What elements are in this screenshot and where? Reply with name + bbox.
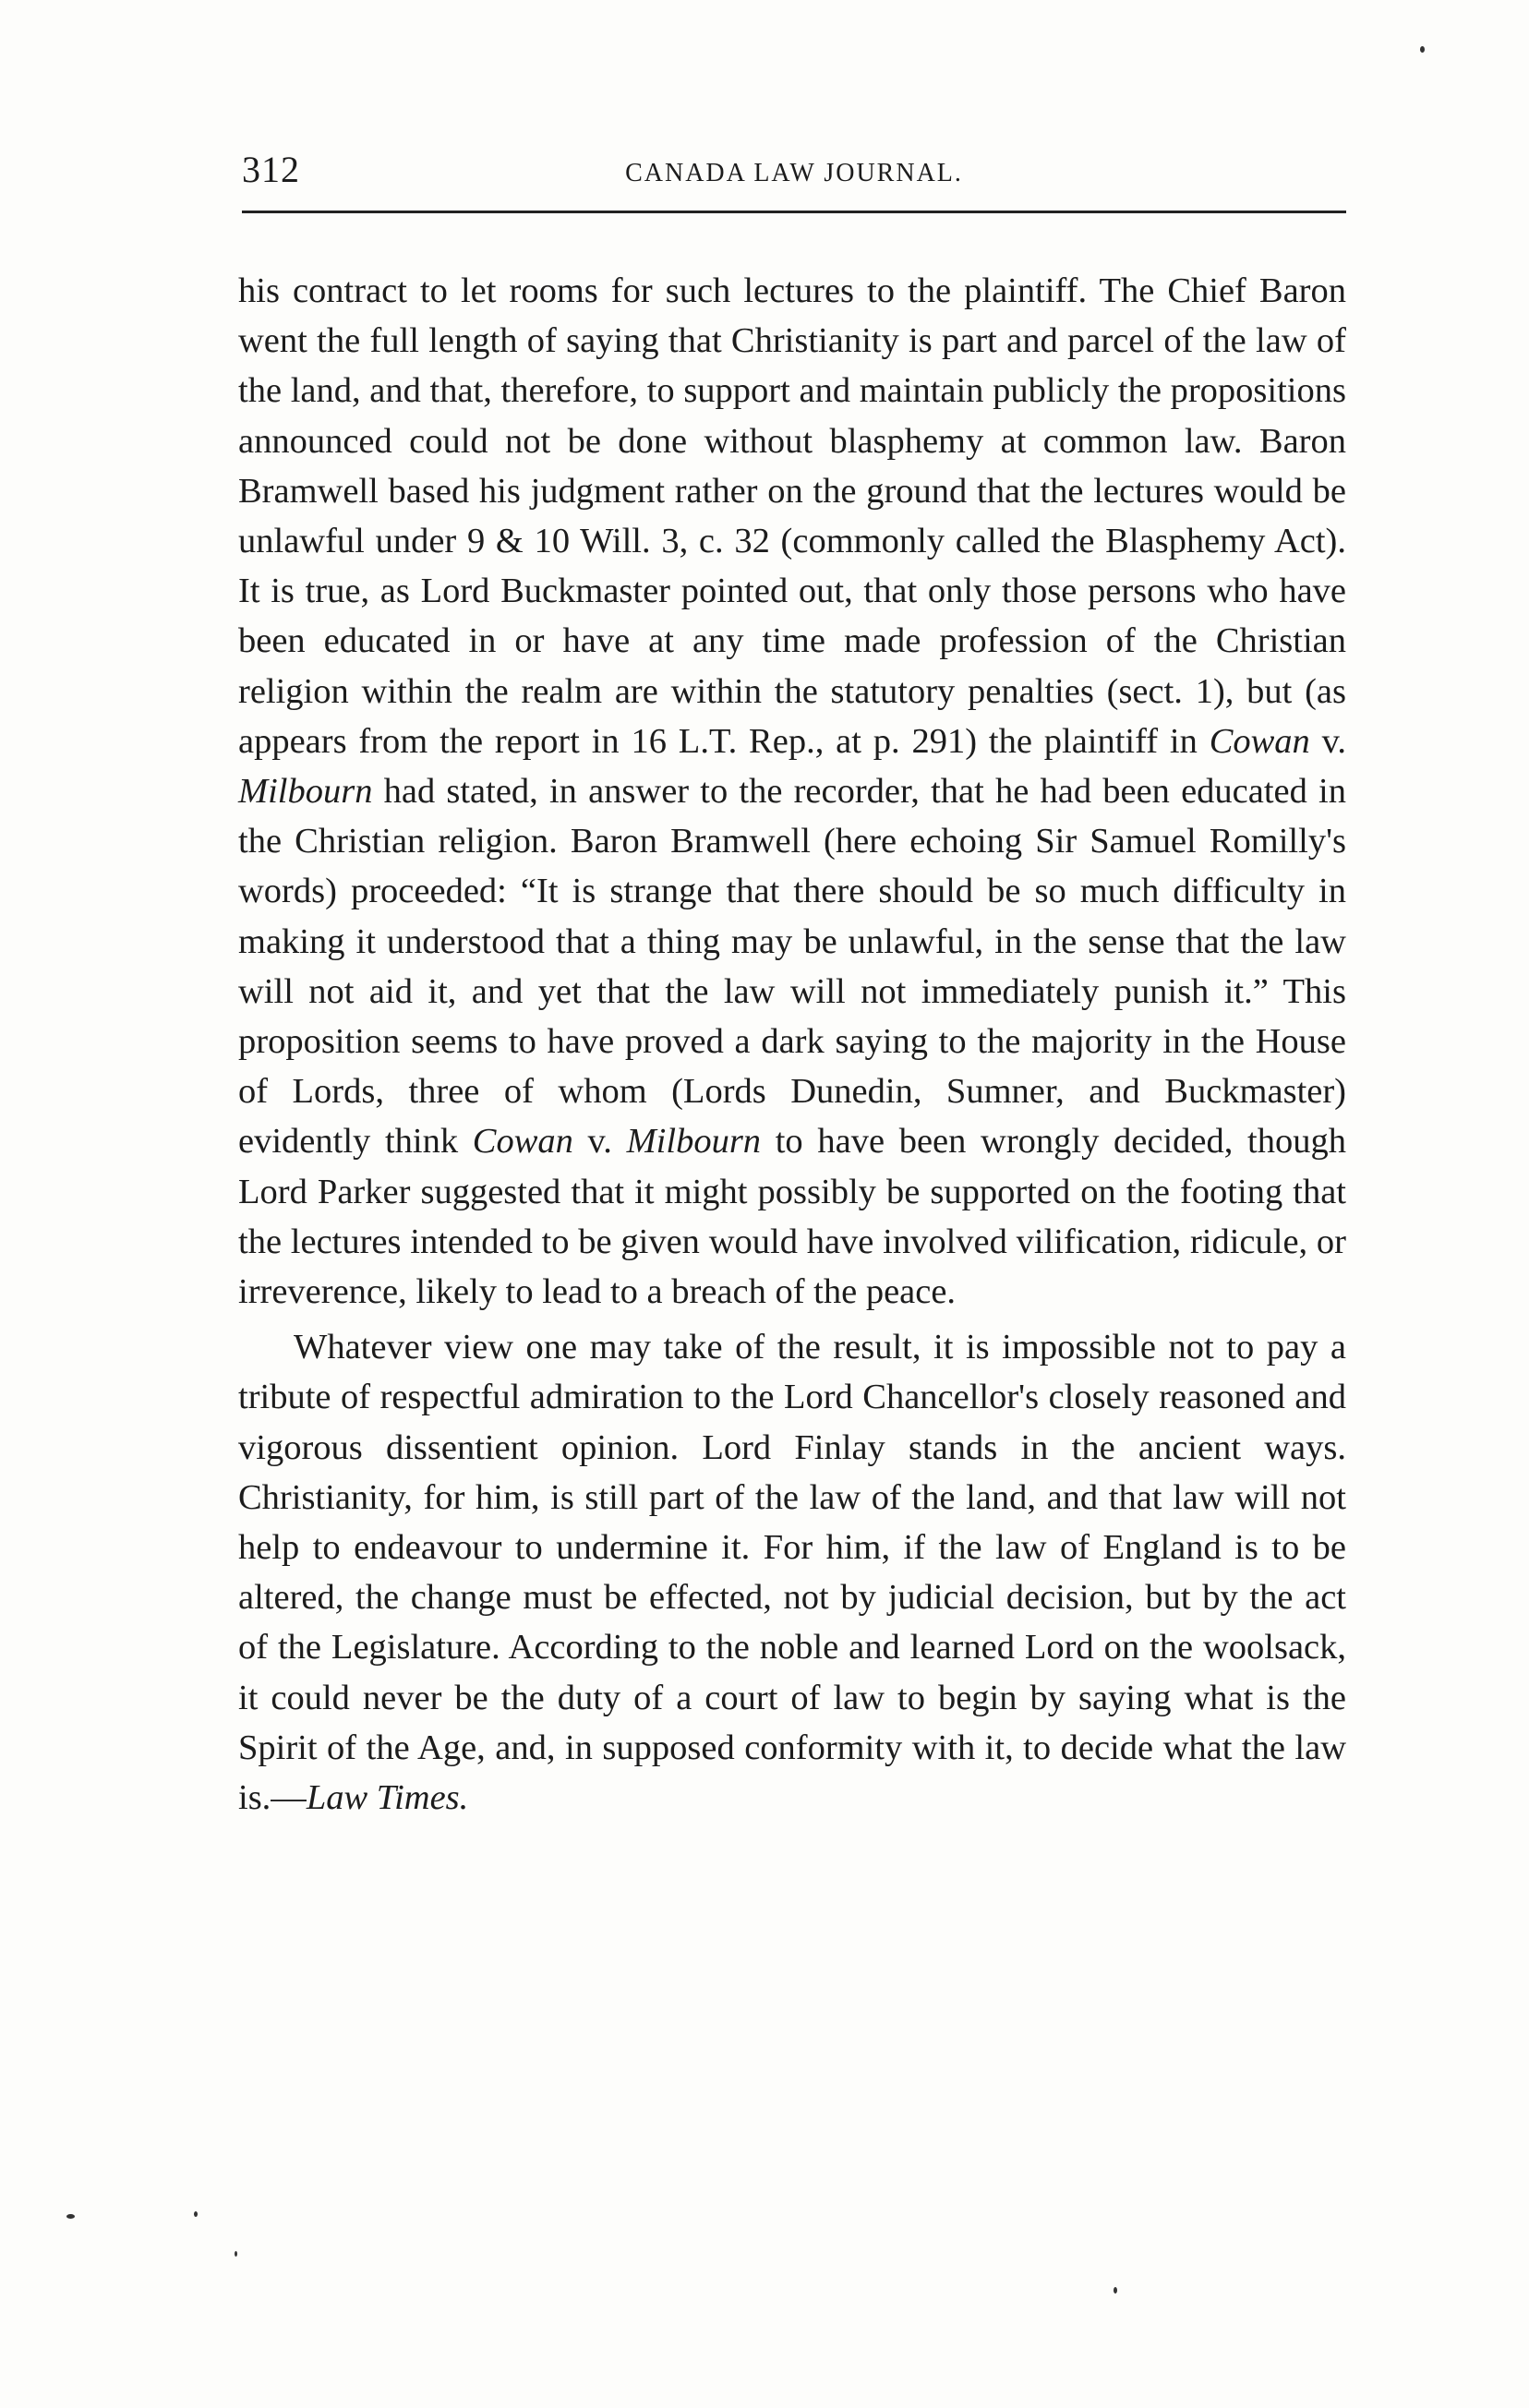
case-versus-2: v. [572, 1122, 627, 1162]
scan-speck [1114, 2287, 1117, 2294]
scan-speck [66, 2214, 75, 2219]
paragraph-2-text: Whatever view one may take of the result, it is impossible not to pay a tribute of respectful admiration to the Lord Chancellor's closely reasoned and vigorous dissentient opinion. Lord Finlay stands in the ancient ways. Christianity, for him, is still part of the law of the land, and that law will not help to endeavour to undermine it. For him, if the law of England is to be altered, the change must be effected, not by judicial decision, but by the act of the Legislature. According to the noble and learned Lord on the woolsack, it could never be the duty of a court of law to begin by saying what is the Spirit of the Age, and, in supposed conformity with it, to decide what the law is.— [238, 1328, 1346, 1818]
paragraph-1-text-a: his contract to let rooms for such lectures to the plaintiff. The Chief Baron went the full length of saying that Christianity is part and parcel of the law of the land, and that, therefore, to support and maintain publicly the propositions announced could not be done without blasphemy at common law. Baron Bramwell based his judgment rather on the ground that the lectures would be unlawful under 9 & 10 Will. 3, c. 32 (commonly called the Blasphemy Act). It is true, as Lord Buckmaster pointed out, that only those persons who have been educated in or have at any time made profession of the Christian religion within the realm are within the statutory penalties (sect. 1), but (as appears from the report in 16 L.T. Rep., at p. 291) the plaintiff in [238, 271, 1346, 761]
scan-speck [194, 2211, 198, 2217]
running-head [242, 148, 1346, 203]
journal-title: CANADA LAW JOURNAL. [625, 159, 963, 187]
case-name-cowan: Cowan [1209, 721, 1310, 761]
scan-speck [235, 2251, 237, 2257]
paragraph-1 [238, 266, 1346, 1317]
case-name-milbourn-2: Milbourn [626, 1122, 762, 1162]
case-name-cowan-2: Cowan [472, 1122, 573, 1162]
article-body [238, 266, 1346, 1823]
scan-speck [1420, 46, 1425, 53]
paragraph-1-text-b: had stated, in answer to the recorder, that he had been educated in the Christian religion. Baron Bramwell (here echoing Sir Samuel Romilly's words) proceeded: “It is strange that there should be so much difficulty in making it understood that a thing may be unlawful, in the sense that the law will not aid it, and yet that the law will not immediately punish it.” This proposition seems to have proved a dark saying to the majority in the House of Lords, three of whom (Lords Dunedin, Sumner, and Buckmaster) evidently think [238, 772, 1346, 1162]
paragraph-2 [238, 1322, 1346, 1823]
header-rule [242, 211, 1346, 213]
case-versus: v. [1309, 721, 1347, 761]
case-name-milbourn: Milbourn [238, 772, 373, 812]
paragraph-1-text-c: to have been wrongly decided, though Lord Parker suggested that it might possibly be supported on the footing that the lectures intended to be given would have involved vilification, ridicule, or irreverence, likely to lead to a breach of the peace. [238, 1122, 1347, 1312]
page-number: 312 [242, 149, 300, 190]
source-citation: Law Times. [306, 1778, 469, 1818]
